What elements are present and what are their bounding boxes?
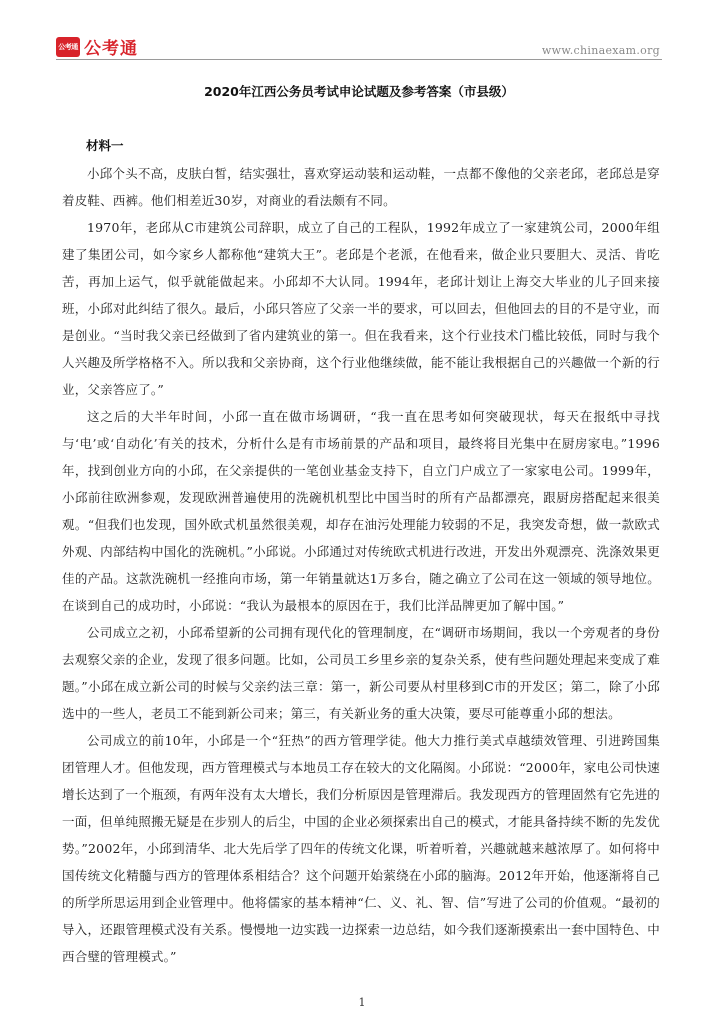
document-title: 2020年江西公务员考试申论试题及参考答案（市县级） — [204, 84, 514, 99]
paragraph: 小邱个头不高，皮肤白皙，结实强壮，喜欢穿运动装和运动鞋，一点都不像他的父亲老邱，老邱总是穿着皮鞋、西裤。他们相差近30岁，对商业的看法颇有不同。 — [62, 166, 660, 208]
brand-logo[interactable] — [56, 34, 138, 59]
paragraph: 这之后的大半年时间，小邱一直在做市场调研，“我一直在思考如何突破现状，每天在报纸中寻找与‘电’或‘自动化’有关的技术，分析什么是有市场前景的产品和项目，最终将目光集中在厨房家电。”1996年，找到创业方向的小邱，在父亲提供的一笔创业基金支持下，自立门户成立了一家家电公司。1999年，小邱前往欧洲参观，发现欧洲普遍使用的洗碗机机型比中国当时的所有产品都漂亮，跟厨房搭配起来很美观。“但我们也发现，国外欧式机虽然很美观，却存在油污处理能力较弱的不足，我突发奇想，做一款欧式外观、内部结构中国化的洗碗机。”小邱说。小邱通过对传统欧式机进行改进，开发出外观漂亮、洗涤效果更佳的产品。这款洗碗机一经推向市场，第一年销量就达1万多台，随之确立了公司在这一领域的领导地位。在谈到自己的成功时，小邱说：“我认为最根本的原因在于，我们比洋品牌更加了解中国。” — [62, 409, 660, 613]
section-label: 材料一 — [86, 138, 124, 153]
paragraph: 1970年，老邱从C市建筑公司辞职，成立了自己的工程队，1992年成立了一家建筑公司，2000年组建了集团公司，如今家乡人都称他“建筑大王”。老邱是个老派，在他看来，做企业只要胆大、灵活、肯吃苦，再加上运气，似乎就能做起来。小邱却不大认同。1994年，老邱计划让上海交大毕业的儿子回来接班，小邱对此纠结了很久。最后，小邱只答应了父亲一半的要求，可以回去，但他回去的目的不是守业，而是创业。“当时我父亲已经做到了省内建筑业的第一。但在我看来，这个行业技术门槛比较低，同时与我个人兴趣及所学格格不入。所以我和父亲协商，这个行业他继续做，能不能让我根据自己的兴趣做一个新的行业，父亲答应了。” — [62, 220, 660, 397]
page-number: 1 — [358, 996, 366, 1009]
logo-mark-icon: 公考通 — [56, 37, 80, 57]
header-divider — [56, 59, 662, 60]
page-header — [0, 0, 724, 64]
document-body — [62, 160, 660, 970]
paragraph: 公司成立之初，小邱希望新的公司拥有现代化的管理制度，在“调研市场期间，我以一个旁观者的身份去观察父亲的企业，发现了很多问题。比如，公司员工乡里乡亲的复杂关系，使有些问题处理起来变成了难题。”小邱在成立新公司的时候与父亲约法三章：第一，新公司要从村里移到C市的开发区；第二，除了小邱选中的一些人，老员工不能到新公司来；第三，有关新业务的重大决策，要尽可能尊重小邱的想法。 — [62, 625, 660, 721]
paragraph: 公司成立的前10年，小邱是一个“狂热”的西方管理学徒。他大力推行美式卓越绩效管理、引进跨国集团管理人才。但他发现，西方管理模式与本地员工存在较大的文化隔阂。小邱说：“2000年，家电公司快速增长达到了一个瓶颈，有两年没有太大增长，我们分析原因是管理滞后。我发现西方的管理固然有它先进的一面，但单纯照搬无疑是在步别人的后尘，中国的企业必须探索出自己的模式，才能具备持续不断的先发优势。”2002年，小邱到清华、北大先后学了四年的传统文化课，听着听着，兴趣就越来越浓厚了。如何将中国传统文化精髓与西方的管理体系相结合？这个问题开始萦绕在小邱的脑海。2012年开始，他逐渐将自己的所学所思运用到企业管理中。他将儒家的基本精神“仁、义、礼、智、信”写进了公司的价值观。“最初的导入，还跟管理模式没有关系。慢慢地一边实践一边探索一边总结，如今我们逐渐摸索出一套中国特色、中西合璧的管理模式。” — [62, 733, 661, 964]
site-url[interactable]: www.chinaexam.org — [541, 44, 660, 57]
logo-text: 公考通 — [84, 39, 138, 59]
